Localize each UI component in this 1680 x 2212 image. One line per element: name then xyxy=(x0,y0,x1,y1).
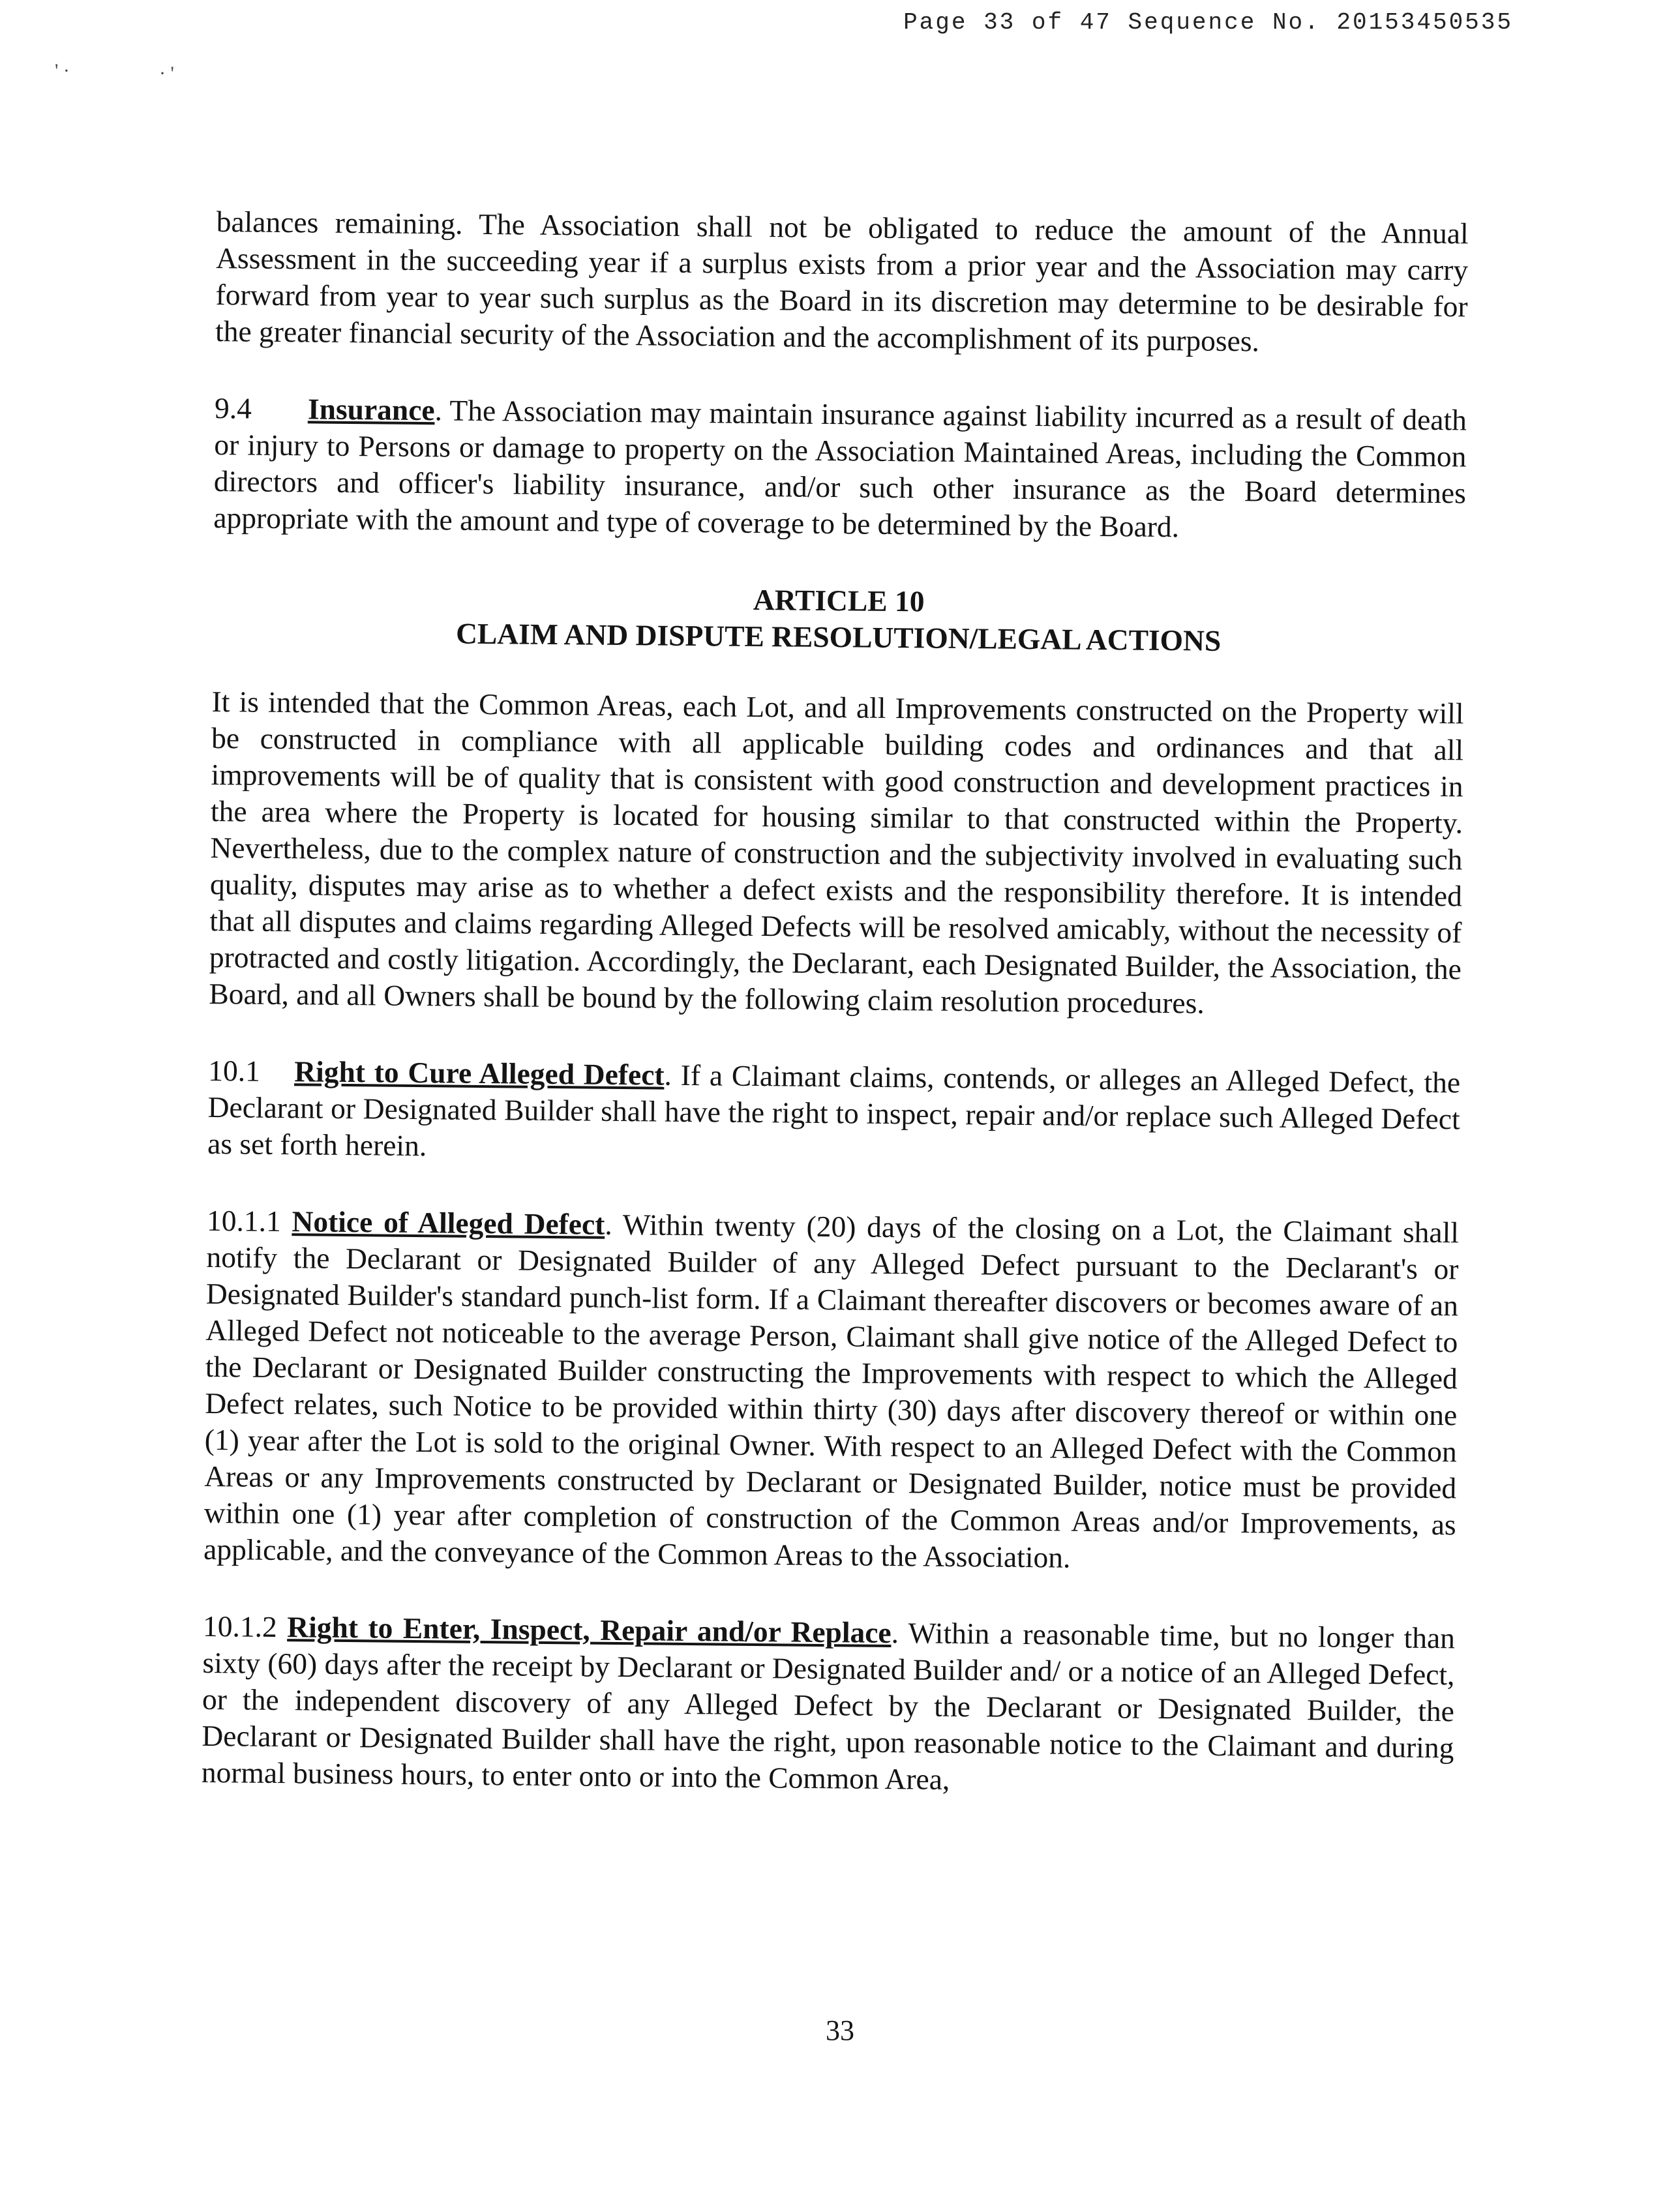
section-heading: Right to Cure Alleged Defect xyxy=(293,1054,665,1092)
scan-speck-right: · ' xyxy=(159,63,174,84)
section-number: 10.1.1 xyxy=(206,1203,282,1238)
paragraph-continuation: balances remaining. The Association shall not be obligated to reduce the amount of the Annual Assessment in the succeeding year if a surplus exists from a prior year and the Association may carry forward from year to year such surplus as the Board in its discretion may determine to be desirable for the greater financial security of the Association and the accomplishment of its purposes. xyxy=(215,204,1469,358)
section-text: . If a Claimant claims, contends, or alleges an Alleged Defect, the Declarant or Designated Builder shall have the right to inspect, repair and/or replace such Alleged Defect as set forth herein. xyxy=(207,1058,1461,1163)
section-9-4 xyxy=(213,390,1467,548)
page-sequence-header: Page 33 of 47 Sequence No. 20153450535 xyxy=(903,9,1513,36)
section-number: 10.1 xyxy=(207,1053,261,1088)
section-heading: Insurance xyxy=(307,392,435,427)
section-text: . The Association may maintain insurance against liability incurred as a result of death or injury to Persons or damage to property on the Association Maintained Areas, including the Common directors and officer's liability insurance, and/or such other insurance as the Board determines appropriate with the amount and type of coverage to be determined by the Board. xyxy=(213,393,1467,544)
section-10-1 xyxy=(207,1053,1461,1174)
scan-speck-left: ' · xyxy=(55,60,70,82)
document-body xyxy=(201,203,1469,1843)
section-10-1-1 xyxy=(203,1203,1459,1579)
section-text: . Within a reasonable time, but no longer than sixty (60) days after the receipt by Declarant or Designated Builder and/ or a notice of an Alleged Defect, or the independent discovery of any Alleged Defect by the Declarant or Designated Builder, the Declarant or Designated Builder shall have the right, upon reasonable notice to the Claimant and during normal business hours, to enter onto or into the Common Area, xyxy=(201,1616,1456,1796)
section-number: 10.1.2 xyxy=(202,1609,278,1643)
article-heading xyxy=(212,576,1465,661)
article-intro-paragraph: It is intended that the Common Areas, each Lot, and all Improvements constructed on the Property will be constructed in compliance with all applicable building codes and ordinances and that all improvements will be of quality that is consistent with good construction and development practices in the area where the Property is located for housing similar to that constructed within the Property. Nevertheless, due to the complex nature of construction and the subjectivity involved in evaluating such quality, disputes may arise as to whether a defect exists and the responsibility therefore. It is intended that all disputes and claims regarding Alleged Defects will be resolved amicably, without the necessity of protracted and costly litigation. Accordingly, the Declarant, each Designated Builder, the Association, the Board, and all Owners shall be bound by the following claim resolution procedures. xyxy=(209,684,1464,1020)
section-heading: Notice of Alleged Defect xyxy=(292,1204,605,1241)
article-subtitle: CLAIM AND DISPUTE RESOLUTION/LEGAL ACTIONS xyxy=(455,616,1222,657)
section-heading: Right to Enter, Inspect, Repair and/or Replace xyxy=(287,1610,892,1650)
section-text: . Within twenty (20) days of the closing on a Lot, the Claimant shall notify the Declarant or Designated Builder of any Alleged Defect pursuant to the Declarant's or Designated Builder's standard punch-list form. If a Claimant thereafter discovers or becomes aware of an Alleged Defect not noticeable to the average Person, Claimant shall give notice of the Alleged Defect to the Declarant or Designated Builder constructing the Improvements with respect to which the Alleged Defect relates, such Notice to be provided within thirty (30) days after discovery thereof or within one (1) year after the Lot is sold to the original Owner. With respect to an Alleged Defect with the Common Areas or any Improvements constructed by Declarant or Designated Builder, notice must be provided within one (1) year after completion of construction of the Common Areas and/or Improvements, as applicable, and the conveyance of the Common Areas to the Association. xyxy=(203,1207,1460,1574)
page-number: 33 xyxy=(826,2014,854,2046)
section-10-1-2 xyxy=(202,1608,1456,1802)
section-number: 9.4 xyxy=(214,391,252,425)
article-title: ARTICLE 10 xyxy=(753,582,925,618)
